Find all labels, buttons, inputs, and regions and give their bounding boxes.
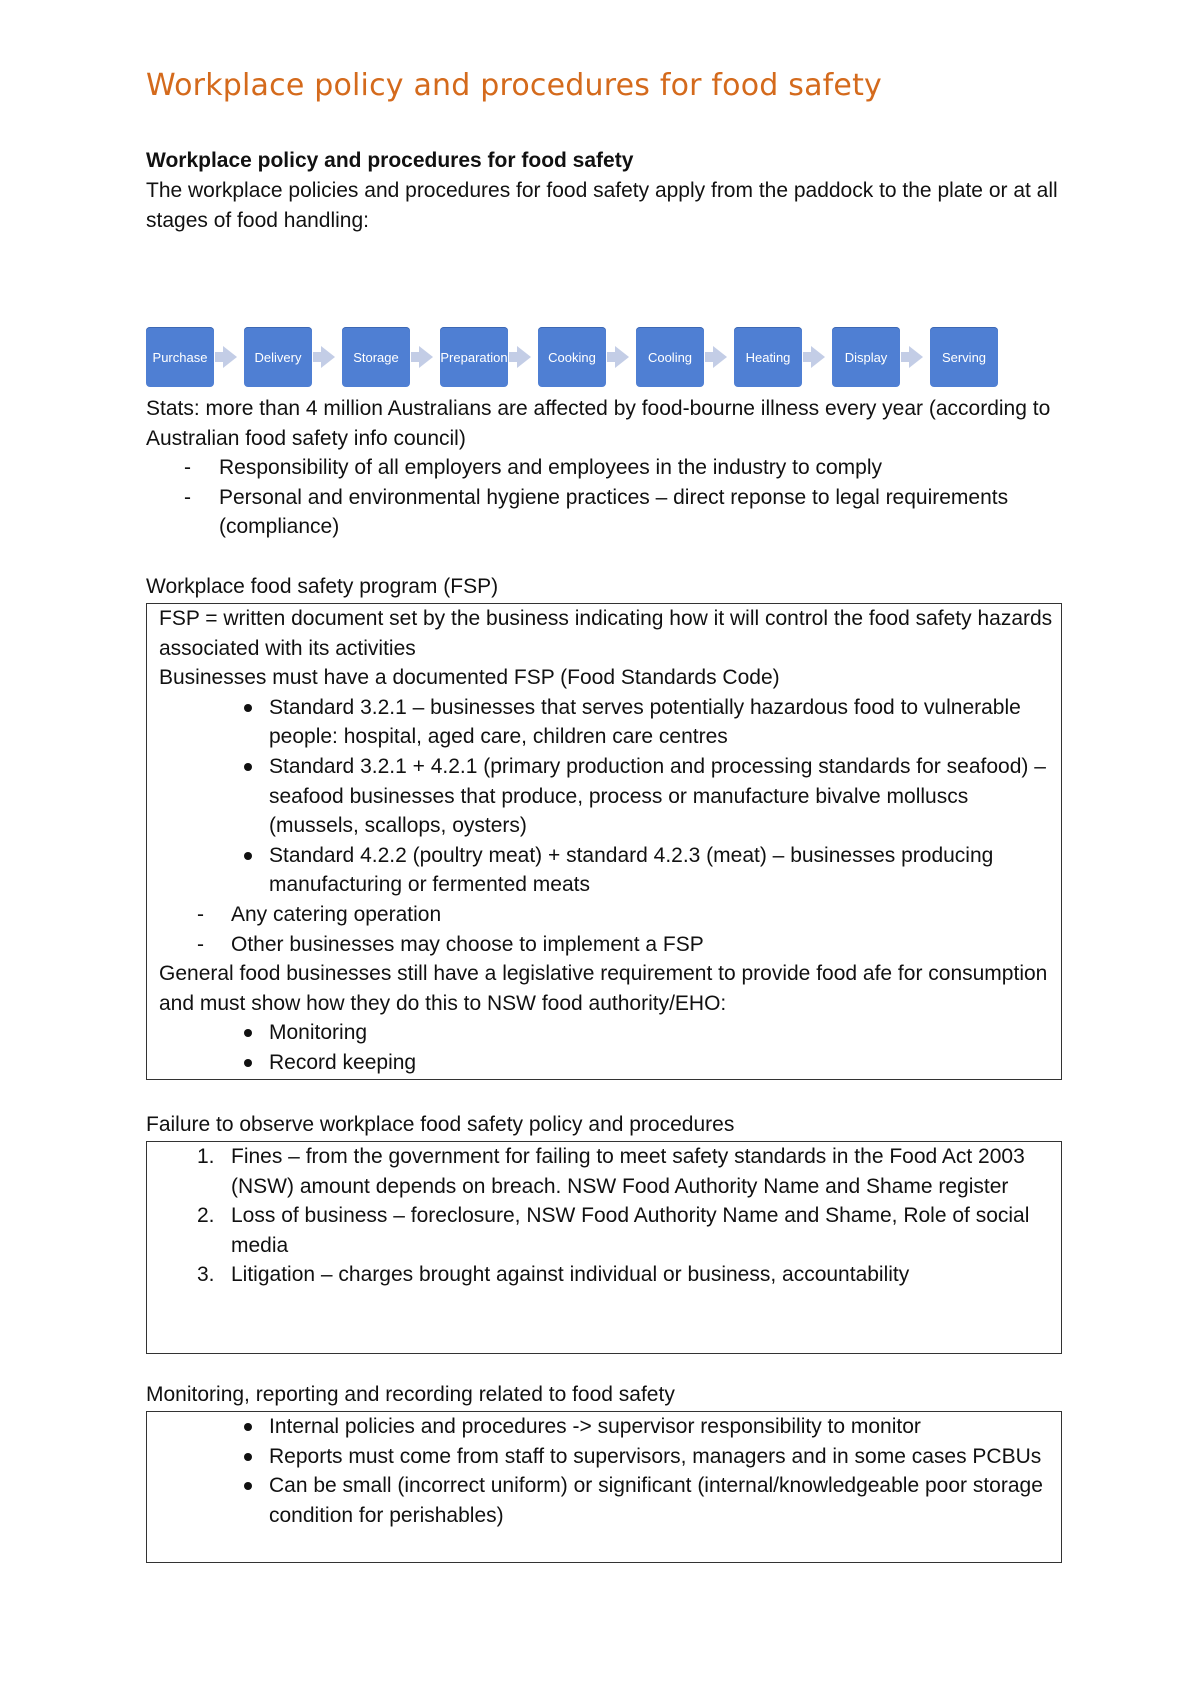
list-text: Loss of business – foreclosure, NSW Food Authority Name and Shame, Role of social media <box>231 1204 1030 1257</box>
arrow-right-icon <box>713 346 727 368</box>
list-text: Fines – from the government for failing to meet safety standards in the Food Act 2003 (NSW) amount depends on breach. NSW Food Authority Name and Shame register <box>231 1145 1025 1198</box>
list-item: Standard 3.2.1 – businesses that serves potentially hazardous food to vulnerable people: hospital, aged care, children care centres <box>159 693 1061 752</box>
fsp-definition: FSP = written document set by the business indicating how it will control the food safety hazards associated with its activities <box>159 607 1053 660</box>
list-number: 3. <box>197 1263 215 1287</box>
list-item: Reports must come from staff to supervisors, managers and in some cases PCBUs <box>159 1442 1061 1472</box>
fsp-requirements-list <box>159 1018 1061 1077</box>
list-item: - Responsibility of all employers and employees in the industry to comply <box>146 453 1066 483</box>
list-item: Standard 3.2.1 + 4.2.1 (primary production and processing standards for seafood) – seafood businesses that produce, process or manufacture bivalve molluscs (mussels, scallops, oysters) <box>159 752 1061 841</box>
arrow-right-icon <box>321 346 335 368</box>
list-item: Can be small (incorrect uniform) or significant (internal/knowledgeable poor storage condition for perishables) <box>159 1471 1061 1530</box>
flow-step-cooking: Cooking <box>538 327 606 387</box>
flow-step-heating: Heating <box>734 327 802 387</box>
food-handling-flow <box>146 327 1046 387</box>
flow-step-display: Display <box>832 327 900 387</box>
arrow-right-icon <box>811 346 825 368</box>
intro-section <box>146 146 1066 236</box>
list-item: Standard 4.2.2 (poultry meat) + standard 4.2.3 (meat) – businesses producing manufacturing or fermented meats <box>159 841 1061 900</box>
arrow-right-icon <box>419 346 433 368</box>
list-item <box>159 1201 1061 1260</box>
monitoring-label: Monitoring, reporting and recording related to food safety <box>146 1383 675 1406</box>
flow-step-preparation: Preparation <box>440 327 508 387</box>
fsp-standards-list <box>159 693 1061 900</box>
arrow-right-icon <box>615 346 629 368</box>
intro-heading: Workplace policy and procedures for food safety <box>146 149 634 172</box>
page-title: Workplace policy and procedures for food safety <box>146 68 883 103</box>
stats-section <box>146 394 1066 542</box>
list-item: - Other businesses may choose to implement a FSP <box>159 930 1061 960</box>
list-number: 1. <box>197 1145 215 1168</box>
monitoring-list <box>159 1412 1061 1530</box>
flow-step-serving: Serving <box>930 327 998 387</box>
flow-step-delivery: Delivery <box>244 327 312 387</box>
monitoring-box <box>146 1411 1062 1563</box>
fsp-box <box>146 603 1062 1080</box>
arrow-right-icon <box>517 346 531 368</box>
stats-list <box>146 453 1066 542</box>
arrow-right-icon <box>223 346 237 368</box>
list-item <box>159 1260 1061 1290</box>
fsp-general: General food businesses still have a legislative requirement to provide food afe for consumption and must show how they do this to NSW food authority/EHO: <box>159 962 1048 1015</box>
list-number: 2. <box>197 1204 215 1228</box>
list-item: Record keeping <box>159 1048 1061 1078</box>
failure-list <box>159 1142 1061 1290</box>
flow-step-storage: Storage <box>342 327 410 387</box>
list-item: - Personal and environmental hygiene practices – direct reponse to legal requirements (compliance) <box>146 483 1066 542</box>
list-item <box>159 1142 1061 1201</box>
flow-step-cooling: Cooling <box>636 327 704 387</box>
stats-text: Stats: more than 4 million Australians are affected by food-bourne illness every year (according to Australian food safety info council) <box>146 397 1051 450</box>
flow-step-purchase: Purchase <box>146 327 214 387</box>
failure-box <box>146 1141 1062 1354</box>
arrow-right-icon <box>909 346 923 368</box>
intro-text: The workplace policies and procedures for food safety apply from the paddock to the plate or at all stages of food handling: <box>146 179 1058 232</box>
list-item: Monitoring <box>159 1018 1061 1048</box>
list-item: - Any catering operation <box>159 900 1061 930</box>
fsp-others-list <box>159 900 1061 959</box>
fsp-must-have: Businesses must have a documented FSP (Food Standards Code) <box>159 666 780 690</box>
list-item: Internal policies and procedures -> supervisor responsibility to monitor <box>159 1412 1061 1442</box>
fsp-label: Workplace food safety program (FSP) <box>146 575 499 598</box>
list-text: Litigation – charges brought against individual or business, accountability <box>231 1263 910 1287</box>
failure-label: Failure to observe workplace food safety policy and procedures <box>146 1113 735 1136</box>
